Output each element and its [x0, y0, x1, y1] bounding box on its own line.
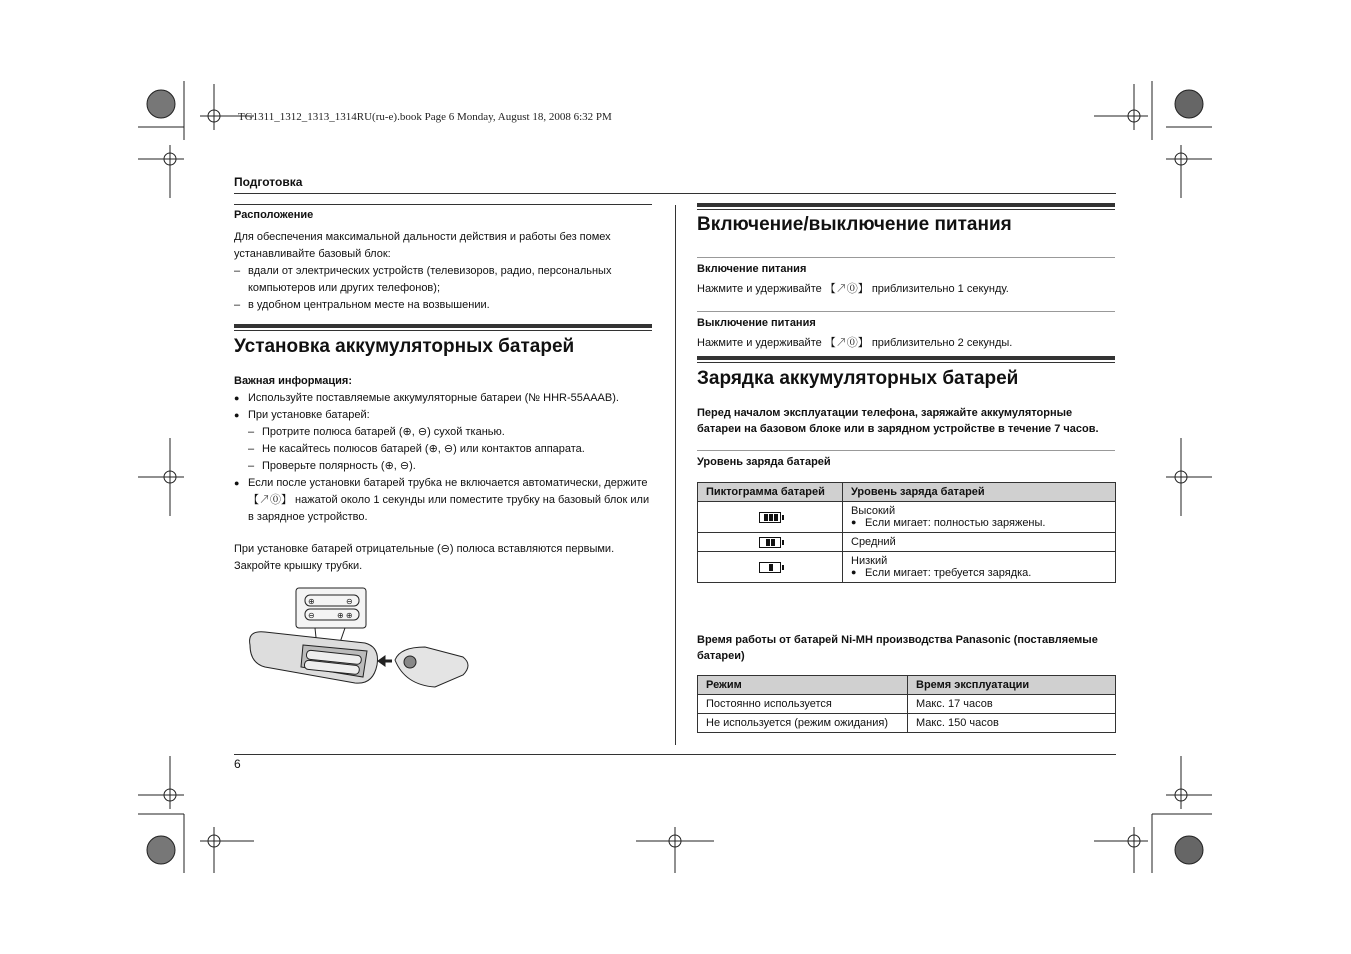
power-off-text: Нажмите и удерживайте 【↗⓪】 приблизительно 2 секунды.: [697, 337, 1013, 349]
level-notes: [851, 517, 1107, 529]
battery-medium-icon: [698, 533, 843, 552]
table-header-cell: Время эксплуатации: [908, 676, 1116, 695]
level-rule: [697, 450, 1115, 451]
runtime-table: [697, 675, 1116, 733]
table-row: [698, 502, 1116, 533]
file-info: TG1311_1312_1313_1314RU(ru-e).book Page 6 Monday, August 18, 2008 6:32 PM: [238, 111, 612, 123]
table-header-row: [698, 676, 1116, 695]
list-item: ● Если мигает: полностью заряжены.: [851, 517, 1107, 529]
page-number: 6: [234, 757, 241, 771]
placement-title: Расположение: [234, 209, 314, 221]
power-on-rule: [697, 257, 1115, 258]
power-heading-rule: [697, 209, 1115, 210]
list-item: – Не касайтесь полюсов батарей (⊕, ⊖) или контактов аппарата.: [248, 441, 652, 458]
power-on-title: Включение питания: [697, 263, 807, 275]
placement-block: [234, 207, 652, 314]
charge-heading-bar: [697, 356, 1115, 360]
column-divider: [675, 205, 676, 745]
power-on-text: Нажмите и удерживайте 【↗⓪】 приблизительно 1 секунду.: [697, 283, 1009, 295]
list-item: ● При установке батарей:: [234, 407, 652, 424]
svg-text:⊖: ⊖: [308, 611, 315, 620]
list-item: – Протрите полюса батарей (⊕, ⊖) сухой тканью.: [248, 424, 652, 441]
install-heading-rule: [234, 330, 652, 331]
handset-battery-illustration: [245, 585, 475, 695]
charge-heading-rule: [697, 362, 1115, 363]
placement-text: Для обеспечения максимальной дальности действия и работы без помех устанавливайте базовый блок:: [234, 231, 611, 260]
footer-rule: [234, 754, 1116, 755]
table-header-cell: Пиктограмма батарей: [698, 483, 843, 502]
header-rule: [234, 193, 1116, 194]
level-label: Высокий: [851, 505, 896, 517]
table-header-cell: Уровень заряда батарей: [843, 483, 1116, 502]
table-cell: Макс. 17 часов: [908, 695, 1116, 714]
power-heading-bar: [697, 203, 1115, 207]
install-heading: Установка аккумуляторных батарей: [234, 336, 575, 357]
power-off-title: Выключение питания: [697, 317, 816, 329]
svg-text:⊕: ⊕: [308, 597, 315, 606]
battery-level-table: [697, 482, 1116, 583]
list-item: ● Используйте поставляемые аккумуляторные батареи (№ HHR-55AAAB).: [234, 390, 652, 407]
power-heading: Включение/выключение питания: [697, 214, 1012, 235]
install-sublist: [234, 424, 652, 475]
table-header-row: [698, 483, 1116, 502]
table-cell: Не используется (режим ожидания): [698, 714, 908, 733]
list-item: ● Если после установки батарей трубка не включается автоматически, держите 【↗⓪】 нажатой около 1 секунды или поместите трубку на базовый блок или в зарядное устройство.: [234, 475, 652, 526]
table-row: [698, 552, 1116, 583]
table-row: [698, 695, 1116, 714]
list-item: ● Если мигает: требуется зарядка.: [851, 567, 1107, 579]
svg-text:⊖: ⊖: [346, 597, 353, 606]
power-off-block: [697, 315, 1115, 352]
table-header-cell: Режим: [698, 676, 908, 695]
install-heading-bar: [234, 324, 652, 328]
install-bullets-2: [234, 475, 652, 526]
list-item: – вдали от электрических устройств (телевизоров, радио, персональных компьютеров или других телефонов);: [234, 263, 652, 297]
table-row: [698, 533, 1116, 552]
table-cell: Постоянно используется: [698, 695, 908, 714]
install-bullets: [234, 390, 652, 424]
level-title: Уровень заряда батарей: [697, 456, 831, 468]
battery-full-icon: [698, 502, 843, 533]
svg-text:⊕ ⊕: ⊕ ⊕: [337, 611, 353, 620]
table-cell: [843, 502, 1116, 533]
table-row: [698, 714, 1116, 733]
list-item: – в удобном центральном месте на возвышении.: [234, 297, 652, 314]
power-on-block: [697, 261, 1115, 298]
table-cell: Макс. 150 часов: [908, 714, 1116, 733]
table-cell: [843, 552, 1116, 583]
list-item: – Проверьте полярность (⊕, ⊖).: [248, 458, 652, 475]
section-title: Подготовка: [234, 175, 303, 189]
power-off-rule: [697, 311, 1115, 312]
level-notes: [851, 567, 1107, 579]
charge-note: Перед началом эксплуатации телефона, заряжайте аккумуляторные батареи на базовом блоке или в зарядном устройстве в течение 7 часов.: [697, 407, 1099, 435]
runtime-title: Время работы от батарей Ni-MH производства Panasonic (поставляемые батареи): [697, 634, 1098, 662]
important-title: Важная информация:: [234, 375, 352, 387]
placement-list: [234, 263, 652, 314]
charge-heading: Зарядка аккумуляторных батарей: [697, 368, 1019, 389]
install-note: При установке батарей отрицательные (⊖) полюса вставляются первыми. Закройте крышку трубки.: [234, 543, 615, 572]
install-block: [234, 373, 652, 575]
level-label: Средний: [843, 533, 1116, 552]
placement-rule: [234, 204, 652, 205]
battery-low-icon: [698, 552, 843, 583]
level-label: Низкий: [851, 555, 888, 567]
